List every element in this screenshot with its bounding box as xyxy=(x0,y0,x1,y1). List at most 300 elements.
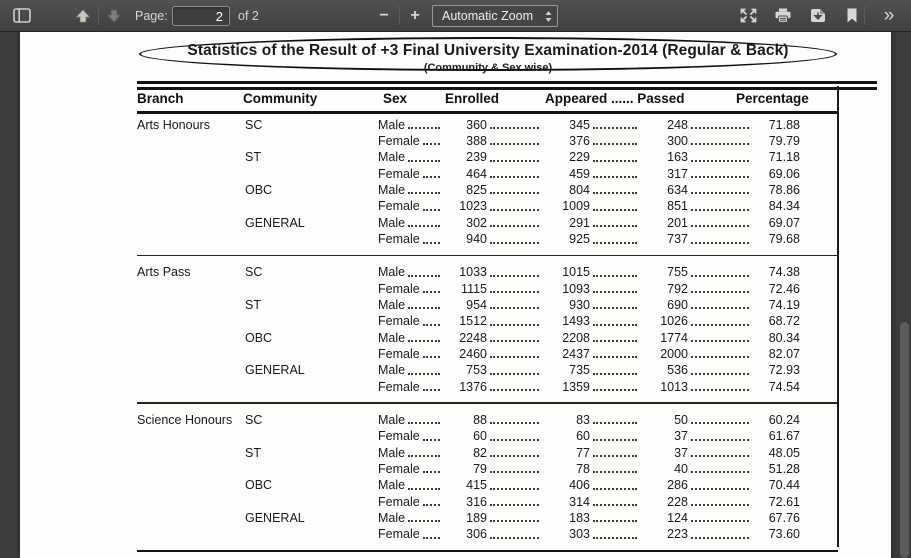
appeared-group xyxy=(487,477,590,493)
passed-cell: 2000 xyxy=(660,347,688,362)
presentation-mode-icon xyxy=(740,8,757,23)
table-section xyxy=(137,256,877,404)
appeared-cell: 406 xyxy=(569,478,590,493)
appeared-group xyxy=(487,149,590,165)
percentage-group xyxy=(688,264,800,280)
page-count-label: of 2 xyxy=(238,8,259,23)
sex-cell: Female xyxy=(378,429,420,444)
sex-cell: Male xyxy=(378,297,406,312)
sex-cell: Male xyxy=(378,330,406,345)
dot-leader xyxy=(691,445,749,457)
branch-cell xyxy=(137,149,245,165)
enrolled-cell: 1115 xyxy=(461,281,487,296)
dot-leader xyxy=(691,379,749,391)
community-cell: GENERAL xyxy=(245,363,305,378)
passed-group xyxy=(590,346,688,362)
sex-cell: Female xyxy=(378,314,420,329)
sex-cell: Male xyxy=(378,412,406,427)
appeared-group xyxy=(487,215,590,231)
appeared-group xyxy=(487,412,590,428)
appeared-cell: 1359 xyxy=(562,379,590,394)
enrolled-cell: 415 xyxy=(466,478,487,493)
community-cell xyxy=(245,166,378,182)
community-cell: OBC xyxy=(245,183,273,198)
percentage-group xyxy=(688,526,800,542)
dot-leader xyxy=(408,510,440,522)
passed-group xyxy=(590,313,688,329)
community-cell xyxy=(245,346,378,362)
passed-cell: 37 xyxy=(674,429,688,444)
dot-leader xyxy=(593,281,637,293)
dot-leader xyxy=(490,215,539,227)
appeared-cell: 1493 xyxy=(562,314,590,329)
passed-cell: 286 xyxy=(667,478,688,493)
column-header-sex: Sex xyxy=(383,91,408,106)
zoom-level-select[interactable] xyxy=(432,5,558,27)
passed-group xyxy=(590,461,688,477)
sex-enrolled-group xyxy=(378,231,487,247)
passed-group xyxy=(590,149,688,165)
percentage-cell: 61.67 xyxy=(768,429,800,444)
dot-leader xyxy=(691,297,749,309)
appeared-group xyxy=(487,445,590,461)
sex-enrolled-group xyxy=(378,313,487,329)
appeared-cell: 345 xyxy=(569,117,590,132)
column-header-percentage: Percentage xyxy=(736,91,809,106)
previous-page-button[interactable] xyxy=(71,0,95,31)
enrolled-cell: 82 xyxy=(473,445,487,460)
sex-enrolled-group xyxy=(378,264,487,280)
column-header-enrolled: Enrolled xyxy=(445,91,500,106)
community-cell xyxy=(245,313,378,329)
percentage-cell: 70.44 xyxy=(768,478,800,493)
page-label: Page: xyxy=(135,8,168,23)
arrow-down-icon xyxy=(106,9,122,23)
appeared-cell: 1093 xyxy=(562,281,590,296)
dot-leader xyxy=(490,412,539,424)
sex-cell: Female xyxy=(378,281,420,296)
branch-cell xyxy=(137,215,245,231)
appeared-cell: 376 xyxy=(569,133,590,148)
sex-enrolled-group xyxy=(378,215,487,231)
page-number-input[interactable] xyxy=(172,6,230,26)
sex-cell: Female xyxy=(378,199,420,214)
sex-cell: Male xyxy=(378,215,406,230)
table-row xyxy=(137,428,877,444)
enrolled-cell: 954 xyxy=(466,297,487,312)
passed-cell: 536 xyxy=(667,363,688,378)
passed-group xyxy=(590,215,688,231)
toolbar-separator xyxy=(98,6,99,25)
community-cell xyxy=(245,281,378,297)
dot-leader xyxy=(423,526,440,538)
branch-cell xyxy=(137,182,245,198)
dot-leader xyxy=(691,461,749,473)
passed-group xyxy=(590,330,688,346)
dot-leader xyxy=(593,362,637,374)
appeared-group xyxy=(487,379,590,395)
vertical-scrollbar-thumb[interactable] xyxy=(900,322,909,558)
sidebar-toggle-icon xyxy=(13,8,31,23)
dot-leader xyxy=(593,231,637,243)
branch-cell xyxy=(137,510,245,526)
passed-cell: 248 xyxy=(667,117,688,132)
table-row xyxy=(137,281,877,297)
dot-leader xyxy=(490,281,539,293)
dot-leader xyxy=(423,166,440,178)
appeared-cell: 804 xyxy=(569,183,590,198)
percentage-cell: 72.61 xyxy=(768,494,800,509)
appeared-cell: 303 xyxy=(569,527,590,542)
appeared-group xyxy=(487,510,590,526)
dot-leader xyxy=(593,477,637,489)
percentage-group xyxy=(688,494,800,510)
table-section xyxy=(137,404,877,553)
percentage-group xyxy=(688,149,800,165)
sex-cell: Female xyxy=(378,379,420,394)
appeared-group xyxy=(487,526,590,542)
percentage-cell: 72.93 xyxy=(768,363,800,378)
percentage-group xyxy=(688,477,800,493)
dot-leader xyxy=(593,412,637,424)
dot-leader xyxy=(691,182,749,194)
table-section xyxy=(137,114,877,257)
dot-leader xyxy=(423,313,440,325)
percentage-group xyxy=(688,182,800,198)
sex-enrolled-group xyxy=(378,133,487,149)
percentage-group xyxy=(688,133,800,149)
dot-leader xyxy=(423,494,440,506)
appeared-group xyxy=(487,362,590,378)
passed-group xyxy=(590,117,688,133)
appeared-cell: 83 xyxy=(576,412,590,427)
sex-enrolled-group xyxy=(378,166,487,182)
appeared-group xyxy=(487,346,590,362)
percentage-cell: 69.06 xyxy=(768,166,800,181)
passed-cell: 1026 xyxy=(660,314,688,329)
sex-enrolled-group xyxy=(378,510,487,526)
dot-leader xyxy=(490,264,539,276)
percentage-cell: 73.60 xyxy=(768,527,800,542)
table-row xyxy=(137,182,877,198)
sex-cell: Male xyxy=(378,511,406,526)
passed-cell: 40 xyxy=(674,461,688,476)
percentage-group xyxy=(688,379,800,395)
dot-leader xyxy=(691,231,749,243)
dot-leader xyxy=(423,428,440,440)
branch-cell: Arts Honours xyxy=(137,117,210,132)
dot-leader xyxy=(691,412,749,424)
passed-cell: 755 xyxy=(667,265,688,280)
results-table-body xyxy=(137,114,877,553)
community-cell: OBC xyxy=(245,478,273,493)
passed-group xyxy=(590,428,688,444)
table-row xyxy=(137,166,877,182)
document-title: Statistics of the Result of +3 Final University Examination-2014 (Regular & Back) xyxy=(187,42,789,59)
sidebar-toggle-button[interactable] xyxy=(8,0,36,31)
sex-enrolled-group xyxy=(378,379,487,395)
enrolled-cell: 825 xyxy=(466,183,487,198)
dot-leader xyxy=(593,117,637,129)
sex-cell: Female xyxy=(378,527,420,542)
sex-enrolled-group xyxy=(378,477,487,493)
dot-leader xyxy=(691,198,749,210)
branch-cell xyxy=(137,379,245,395)
more-tools-button[interactable]: » xyxy=(872,0,904,31)
appeared-cell: 1015 xyxy=(562,265,590,280)
passed-cell: 300 xyxy=(667,133,688,148)
percentage-cell: 82.07 xyxy=(768,347,800,362)
passed-group xyxy=(590,198,688,214)
dot-leader xyxy=(408,412,440,424)
appeared-group xyxy=(487,198,590,214)
percentage-cell: 74.54 xyxy=(768,379,800,394)
branch-cell xyxy=(137,494,245,510)
download-button[interactable] xyxy=(805,0,831,31)
dot-leader xyxy=(691,362,749,374)
community-cell: GENERAL xyxy=(245,511,305,526)
dot-leader xyxy=(408,477,440,489)
percentage-group xyxy=(688,231,800,247)
table-row xyxy=(137,231,877,247)
sex-enrolled-group xyxy=(378,297,487,313)
appeared-cell: 2437 xyxy=(562,347,590,362)
passed-cell: 124 xyxy=(667,511,688,526)
passed-group xyxy=(590,297,688,313)
enrolled-cell: 2460 xyxy=(459,347,487,362)
community-cell xyxy=(245,231,378,247)
community-cell: ST xyxy=(245,297,261,312)
dot-leader xyxy=(593,526,637,538)
pdf-viewer-canvas xyxy=(0,32,911,558)
table-row xyxy=(137,445,877,461)
dot-leader xyxy=(593,149,637,161)
sex-cell: Female xyxy=(378,347,420,362)
appeared-cell: 735 xyxy=(569,363,590,378)
dot-leader xyxy=(490,494,539,506)
passed-cell: 634 xyxy=(667,183,688,198)
column-header-community: Community xyxy=(243,91,318,106)
enrolled-cell: 306 xyxy=(466,527,487,542)
appeared-group xyxy=(487,281,590,297)
sex-cell: Female xyxy=(378,166,420,181)
percentage-group xyxy=(688,428,800,444)
dot-leader xyxy=(408,149,440,161)
dot-leader xyxy=(691,117,749,129)
appeared-cell: 930 xyxy=(569,297,590,312)
section-divider xyxy=(137,550,838,553)
table-right-border xyxy=(837,86,839,547)
presentation-mode-button[interactable] xyxy=(735,0,761,31)
appeared-group xyxy=(487,330,590,346)
enrolled-cell: 2248 xyxy=(459,330,487,345)
table-row xyxy=(137,313,877,329)
branch-cell xyxy=(137,231,245,247)
passed-group xyxy=(590,510,688,526)
dot-leader xyxy=(490,526,539,538)
passed-cell: 223 xyxy=(667,527,688,542)
sex-enrolled-group xyxy=(378,494,487,510)
community-cell xyxy=(245,133,378,149)
passed-cell: 737 xyxy=(667,232,688,247)
appeared-cell: 229 xyxy=(569,150,590,165)
passed-group xyxy=(590,477,688,493)
dot-leader xyxy=(593,445,637,457)
next-page-button[interactable] xyxy=(102,0,126,31)
passed-group xyxy=(590,231,688,247)
enrolled-cell: 360 xyxy=(466,117,487,132)
dot-leader xyxy=(408,215,440,227)
dot-leader xyxy=(490,198,539,210)
zoom-in-button[interactable]: + xyxy=(403,0,427,31)
table-row xyxy=(137,149,877,165)
appeared-group xyxy=(487,264,590,280)
enrolled-cell: 1033 xyxy=(459,265,487,280)
percentage-cell: 68.72 xyxy=(768,314,800,329)
community-cell: SC xyxy=(245,412,263,427)
appeared-cell: 1009 xyxy=(562,199,590,214)
passed-cell: 163 xyxy=(667,150,688,165)
dot-leader xyxy=(593,494,637,506)
dot-leader xyxy=(593,166,637,178)
passed-group xyxy=(590,526,688,542)
appeared-group xyxy=(487,117,590,133)
dot-leader xyxy=(593,264,637,276)
dot-leader xyxy=(408,117,440,129)
appeared-group xyxy=(487,133,590,149)
table-header-row xyxy=(137,89,877,109)
sex-enrolled-group xyxy=(378,412,487,428)
dot-leader xyxy=(490,182,539,194)
appeared-group xyxy=(487,231,590,247)
zoom-level-value: Automatic Zoom xyxy=(442,9,534,23)
percentage-cell: 80.34 xyxy=(768,330,800,345)
print-icon xyxy=(774,8,792,23)
dot-leader xyxy=(490,166,539,178)
sex-enrolled-group xyxy=(378,346,487,362)
percentage-cell: 74.19 xyxy=(768,297,800,312)
passed-group xyxy=(590,379,688,395)
passed-group xyxy=(590,166,688,182)
percentage-group xyxy=(688,215,800,231)
dot-leader xyxy=(593,297,637,309)
enrolled-cell: 189 xyxy=(466,511,487,526)
sex-enrolled-group xyxy=(378,461,487,477)
enrolled-cell: 239 xyxy=(466,150,487,165)
dot-leader xyxy=(490,461,539,473)
community-cell xyxy=(245,428,378,444)
dot-leader xyxy=(593,198,637,210)
dot-leader xyxy=(490,297,539,309)
community-cell xyxy=(245,494,378,510)
dot-leader xyxy=(490,149,539,161)
toolbar-separator xyxy=(864,6,865,25)
enrolled-cell: 79 xyxy=(473,461,487,476)
percentage-group xyxy=(688,510,800,526)
sex-enrolled-group xyxy=(378,198,487,214)
dot-leader xyxy=(408,330,440,342)
dot-leader xyxy=(408,182,440,194)
passed-group xyxy=(590,362,688,378)
table-row xyxy=(137,297,877,313)
branch-cell xyxy=(137,428,245,444)
sex-cell: Male xyxy=(378,445,406,460)
sex-cell: Male xyxy=(378,150,406,165)
zoom-out-button[interactable]: − xyxy=(372,0,396,31)
table-row xyxy=(137,362,877,378)
sex-cell: Female xyxy=(378,494,420,509)
dot-leader xyxy=(423,461,440,473)
percentage-cell: 71.18 xyxy=(768,150,800,165)
percentage-group xyxy=(688,330,800,346)
dot-leader xyxy=(490,133,539,145)
community-cell xyxy=(245,198,378,214)
sex-enrolled-group xyxy=(378,182,487,198)
table-row xyxy=(137,133,877,149)
dot-leader xyxy=(691,166,749,178)
dot-leader xyxy=(691,264,749,276)
enrolled-cell: 753 xyxy=(466,363,487,378)
dot-leader xyxy=(691,494,749,506)
enrolled-cell: 60 xyxy=(473,429,487,444)
percentage-group xyxy=(688,297,800,313)
branch-cell xyxy=(137,281,245,297)
dot-leader xyxy=(593,215,637,227)
bookmark-icon xyxy=(846,8,858,23)
sex-enrolled-group xyxy=(378,117,487,133)
dot-leader xyxy=(423,379,440,391)
table-row xyxy=(137,346,877,362)
community-cell xyxy=(245,461,378,477)
percentage-cell: 78.86 xyxy=(768,183,800,198)
dot-leader xyxy=(593,313,637,325)
appeared-cell: 925 xyxy=(569,232,590,247)
dot-leader xyxy=(490,428,539,440)
results-table xyxy=(137,89,877,552)
column-header-branch: Branch xyxy=(137,91,184,106)
appeared-cell: 291 xyxy=(569,215,590,230)
percentage-group xyxy=(688,412,800,428)
appeared-cell: 78 xyxy=(576,461,590,476)
passed-cell: 228 xyxy=(667,494,688,509)
passed-cell: 690 xyxy=(667,297,688,312)
dot-leader xyxy=(490,510,539,522)
passed-cell: 792 xyxy=(667,281,688,296)
community-cell xyxy=(245,526,378,542)
percentage-cell: 51.28 xyxy=(768,461,800,476)
print-button[interactable] xyxy=(770,0,796,31)
dot-leader xyxy=(691,149,749,161)
percentage-group xyxy=(688,166,800,182)
pdf-viewer-toolbar xyxy=(0,0,911,32)
arrow-up-icon xyxy=(75,9,91,23)
passed-cell: 851 xyxy=(667,199,688,214)
percentage-cell: 71.88 xyxy=(768,117,800,132)
bookmark-button[interactable] xyxy=(840,0,864,31)
document-subtitle: (Community & Sex wise) xyxy=(423,62,553,74)
appeared-group xyxy=(487,428,590,444)
dot-leader xyxy=(490,313,539,325)
sex-cell: Male xyxy=(378,478,406,493)
dot-leader xyxy=(408,362,440,374)
sex-enrolled-group xyxy=(378,330,487,346)
table-row xyxy=(137,215,877,231)
enrolled-cell: 316 xyxy=(466,494,487,509)
table-row xyxy=(137,461,877,477)
percentage-group xyxy=(688,346,800,362)
dot-leader xyxy=(593,330,637,342)
dot-leader xyxy=(423,346,440,358)
